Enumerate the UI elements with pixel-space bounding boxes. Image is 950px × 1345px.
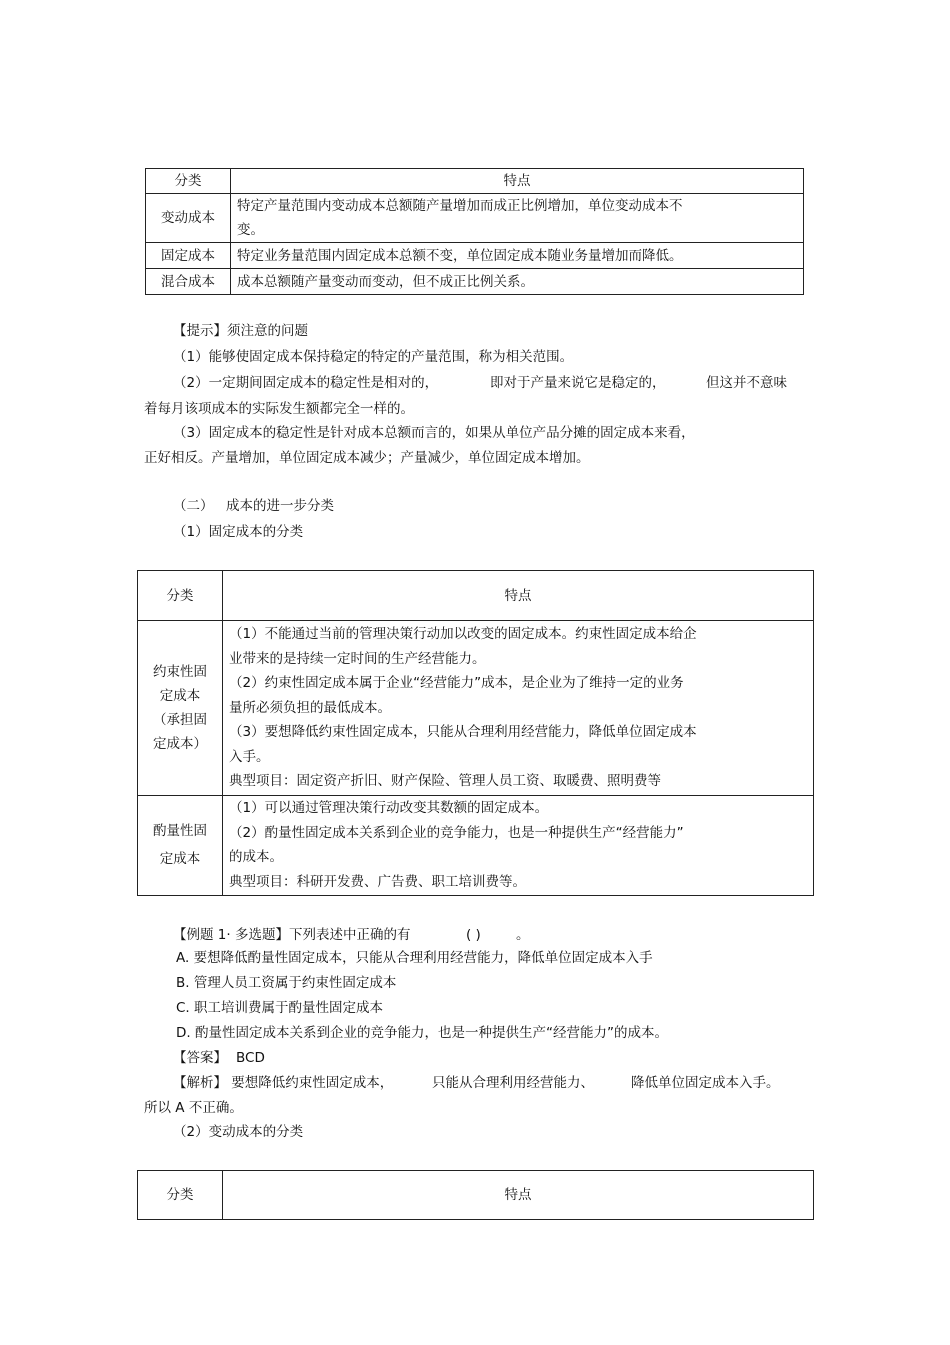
- table-fixed-cost-classification: [137, 570, 814, 896]
- table-header-row: [146, 169, 804, 194]
- row-category: 固定成本: [146, 243, 231, 269]
- row-category-line: 定成本: [159, 687, 201, 704]
- row-feature: [223, 795, 814, 895]
- row-category-line: 约束性固: [153, 663, 207, 680]
- row-feature-line: 量所必须负担的最低成本。: [229, 699, 391, 716]
- row-feature-line: 的成本。: [229, 849, 283, 865]
- subsection-heading-fixed: （1）固定成本的分类: [173, 524, 304, 540]
- row-category: [138, 621, 223, 796]
- table-cost-classification: [145, 168, 804, 295]
- header-feature: 特点: [231, 169, 804, 194]
- header-feature: 特点: [223, 1171, 814, 1220]
- row-feature-line: （2）约束性固定成本属于企业“经营能力”成本，是企业为了维持一定的业务: [229, 675, 684, 691]
- row-feature-line: 特定产量范围内变动成本总额随产量增加而成正比例增加，单位变动成本不: [237, 198, 683, 214]
- tips-paragraph-1: （1）能够使固定成本保持稳定的特定的产量范围，称为相关范围。: [173, 349, 574, 365]
- tips-paragraph-3a: （3）固定成本的稳定性是针对成本总额而言的，如果从单位产品分摊的固定成本来看，: [173, 425, 695, 441]
- row-feature-line: （3）要想降低约束性固定成本，只能从合理利用经营能力，降低单位固定成本: [229, 724, 697, 740]
- table-header-row: [138, 571, 814, 621]
- row-feature-line: （1）可以通过管理决策行动改变其数额的固定成本。: [229, 800, 549, 816]
- table-row: [146, 243, 804, 269]
- option-b: B. 管理人员工资属于约束性固定成本: [176, 975, 397, 991]
- header-category: 分类: [138, 1171, 223, 1220]
- example-title: 【例题 1· 多选题】下列表述中正确的有: [173, 927, 411, 943]
- tips-paragraph-3b: 正好相反。产量增加，单位固定成本减少；产量减少，单位固定成本增加。: [144, 450, 590, 466]
- answer-value: BCD: [236, 1050, 265, 1066]
- tips-paragraph-2c: 但这并不意味: [706, 375, 787, 391]
- table-row: [146, 269, 804, 295]
- header-category: 分类: [138, 571, 223, 621]
- row-feature-line: 业带来的是持续一定时间的生产经营能力。: [229, 650, 486, 667]
- option-a: A. 要想降低酌量性固定成本，只能从合理利用经营能力，降低单位固定成本入手: [176, 950, 653, 966]
- row-category: 混合成本: [146, 269, 231, 295]
- row-feature-line: 入手。: [229, 748, 270, 765]
- example-end: 。: [516, 927, 530, 943]
- row-feature-line: （2）酌量性固定成本关系到企业的竞争能力，也是一种提供生产“经营能力”: [229, 824, 684, 841]
- row-feature-line: （1）不能通过当前的管理决策行动加以改变的固定成本。约束性固定成本给企: [229, 626, 697, 642]
- tips-paragraph-2a: （2）一定期间固定成本的稳定性是相对的，: [173, 375, 439, 391]
- table-row: [138, 621, 814, 796]
- table-variable-cost-classification: [137, 1170, 814, 1220]
- header-category: 分类: [146, 169, 231, 194]
- option-d: D. 酌量性固定成本关系到企业的竞争能力，也是一种提供生产“经营能力”的成本。: [176, 1025, 668, 1041]
- row-feature: [223, 621, 814, 796]
- analysis-part-1: 【解析】 要想降低约束性固定成本，: [173, 1075, 394, 1091]
- table-row: [138, 795, 814, 895]
- tips-paragraph-2d: 着每月该项成本的实际发生额都完全一样的。: [144, 401, 414, 417]
- analysis-part-2: 只能从合理利用经营能力、: [432, 1075, 594, 1091]
- answer-label: 【答案】: [173, 1050, 227, 1066]
- row-category-line: （承担固: [153, 711, 207, 728]
- section-heading: 成本的进一步分类: [226, 498, 334, 514]
- row-feature: 成本总额随产量变动而变动，但不成正比例关系。: [231, 269, 804, 295]
- example-paren: ( ): [466, 927, 481, 943]
- row-category-line: 定成本: [159, 851, 201, 867]
- row-feature: [231, 194, 804, 243]
- subsection-heading-variable: （2）变动成本的分类: [173, 1124, 304, 1140]
- row-category: 变动成本: [146, 194, 231, 243]
- row-feature-line: 典型项目：科研开发费、广告费、职工培训费等。: [229, 873, 526, 890]
- tips-title: 【提示】须注意的问题: [173, 323, 308, 339]
- row-feature-line: 典型项目：固定资产折旧、财产保险、管理人员工资、取暖费、照明费等: [229, 773, 661, 789]
- row-category-line: 酌量性固: [153, 823, 207, 839]
- row-feature-line: 变。: [237, 222, 264, 238]
- row-category-line: 定成本）: [153, 735, 207, 752]
- row-category: [138, 795, 223, 895]
- option-c: C. 职工培训费属于酌量性固定成本: [176, 1000, 384, 1016]
- table-header-row: [138, 1171, 814, 1220]
- analysis-part-3: 降低单位固定成本入手。: [631, 1075, 780, 1091]
- section-number: （二）: [173, 498, 214, 514]
- header-feature: 特点: [223, 571, 814, 621]
- analysis-part-4: 所以 A 不正确。: [144, 1100, 243, 1116]
- tips-paragraph-2b: 即对于产量来说它是稳定的，: [490, 375, 666, 391]
- table-row: [146, 194, 804, 243]
- row-feature: 特定业务量范围内固定成本总额不变，单位固定成本随业务量增加而降低。: [231, 243, 804, 269]
